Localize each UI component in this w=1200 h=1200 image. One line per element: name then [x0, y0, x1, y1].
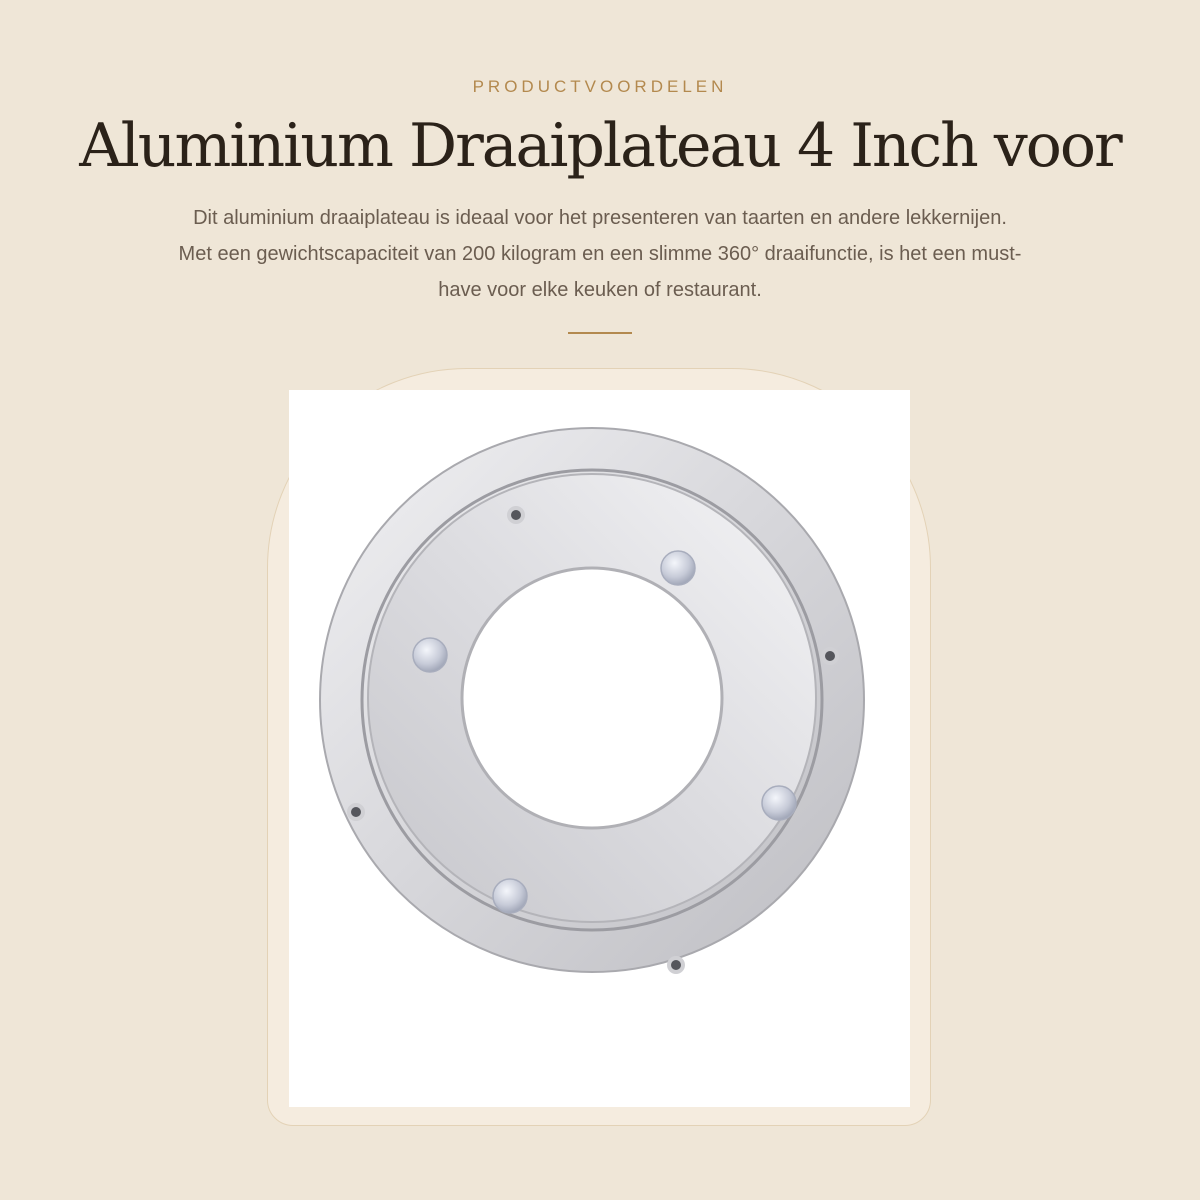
turntable-ring-icon — [289, 390, 910, 1107]
mounting-hole — [509, 508, 523, 522]
plastic-bumper — [661, 551, 695, 585]
product-description: Dit aluminium draaiplateau is ideaal voor het presenteren van taarten en andere lekkernijen. Met een gewichtscapaciteit van 200 kilogram en een slimme 360° draaifunctie, is het een must-have voor elke keuken of restaurant. — [178, 207, 1022, 301]
inner-ring — [368, 474, 816, 922]
product-image — [289, 390, 910, 1107]
mounting-hole — [669, 958, 683, 972]
plastic-bumper — [413, 638, 447, 672]
plastic-bumper — [493, 879, 527, 913]
plastic-bumper — [762, 786, 796, 820]
mounting-hole — [349, 805, 363, 819]
product-title: Aluminium Draaiplateau 4 Inch voor — [79, 111, 1121, 181]
section-eyebrow: PRODUCTVOORDELEN — [472, 77, 728, 96]
accent-divider — [568, 332, 632, 334]
mounting-hole — [823, 649, 837, 663]
